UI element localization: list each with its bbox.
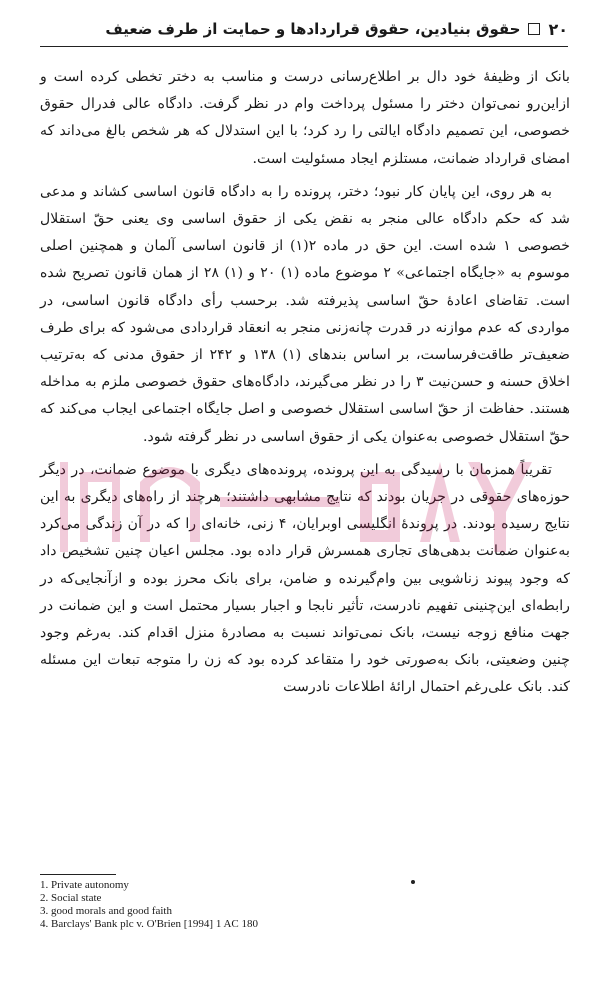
paragraph-1: بانک از وظیفهٔ خود دال بر اطلاع‌رسانی درست و مناسب به دختر تخطی کرده است و ازاین‌رو نمی‌توان دختر را مسئول پرداخت وام در نظر گرفت. دادگاه عالی فدرال حقوق خصوصی، این تصمیم دادگاه ایالتی را رد کرد؛ با این استدلال که هر شخص بالغ می‌داند که امضای قرارداد ضمانت، مستلزم ایجاد مسئولیت است. [40,69,570,167]
paragraph-2: به هر روی، این پایان کار نبود؛ دختر، پرونده را به دادگاه قانون اساسی کشاند و مدعی شد که حکم دادگاه عالی منجر به نقض یکی از حقوق اساسی وی یعنی حقّ استقلال خصوصی ۱ شده است. این حق در ماده ۲(۱) از قانون اساسی آلمان و همچنین اصلی موسوم به «جایگاه اجتماعی» ۲ موضوع ماده (۱) ۲۰ و (۱) ۲۸ از همان قانون تصریح شده است. تقاضای اعادهٔ حقّ اساسی پذیرفته شد. برحسب رأی دادگاه قانون اساسی، در مواردی که عدم موازنه در قدرت چانه‌زنی منجر به انعقاد قراردادی می‌شود که برای طرف ضعیف‌تر طاقت‌فرساست، بر اساس بندهای (۱) ۱۳۸ و ۲۴۲ از حقوق مدنی که به‌ترتیب اخلاق حسنه و حسن‌نیت ۳ را در نظر می‌گیرند، دادگاه‌های حقوق خصوصی ملزم به مداخله هستند. حفاظت از حقّ اساسی استقلال خصوصی و اصل جایگاه اجتماعی ایجاب می‌کند که حقّ استقلال خصوصی به‌عنوان یکی از حقوق اساسی در نظر گرفته شود. [40,183,571,445]
body-text [40,64,570,702]
footnote-2: 2. Social state [40,892,102,904]
header-divider [40,46,568,47]
footnote-4: 4. Barclays' Bank plc v. O'Brien [1994] 1 AC 180 [40,918,259,930]
header-title: حقوق بنیادین، حقوق قراردادها و حمایت از طرف ضعیف [105,20,521,38]
page-number: ۲۰ [548,19,568,39]
footnotes [40,879,560,931]
footnote-1: 1. Private autonomy [40,879,129,891]
paragraph-3: تقریباً همزمان با رسیدگی به این پرونده، پرونده‌های دیگری با موضوع ضمانت، در دیگر حوزه‌های حقوقی در جریان بودند که نتایج مشابهی داشتند؛ هرچند از راه‌های دیگری به این نتایج رسیده بودند. در پروندهٔ انگلیسی اوبرایان، ۴ زنی، خانه‌ای را که در آن زندگی می‌کرد به‌عنوان ضمانت بدهی‌های تجاری همسرش قرار داده بود. مجلس اعیان چنین تشخیص داد که وجود پیوند زناشویی بین وام‌گیرنده و ضامن، برای بانک محرز بوده و ازآنجایی‌که در رابطه‌ای این‌چنینی تفهیم نادرست، تأثیر نابجا و اجبار بسیار محتمل است و این ضمانت در جهت منافع زوجه نیست، بانک نمی‌تواند نسبت به مصادرهٔ منزل اقدام کند. به‌رغم وجود چنین وضعیتی، بانک به‌صورتی خود را متقاعد کرده بود که زن را متوجه تبعات این مسئله کند. بانک علی‌رغم احتمال ارائهٔ اطلاعات نادرست [40,461,570,696]
running-header [40,10,568,48]
footnote-3: 3. good morals and good faith [40,905,172,917]
footnote-divider [40,874,116,875]
square-bullet-icon [528,23,540,35]
ink-dot [411,880,415,884]
